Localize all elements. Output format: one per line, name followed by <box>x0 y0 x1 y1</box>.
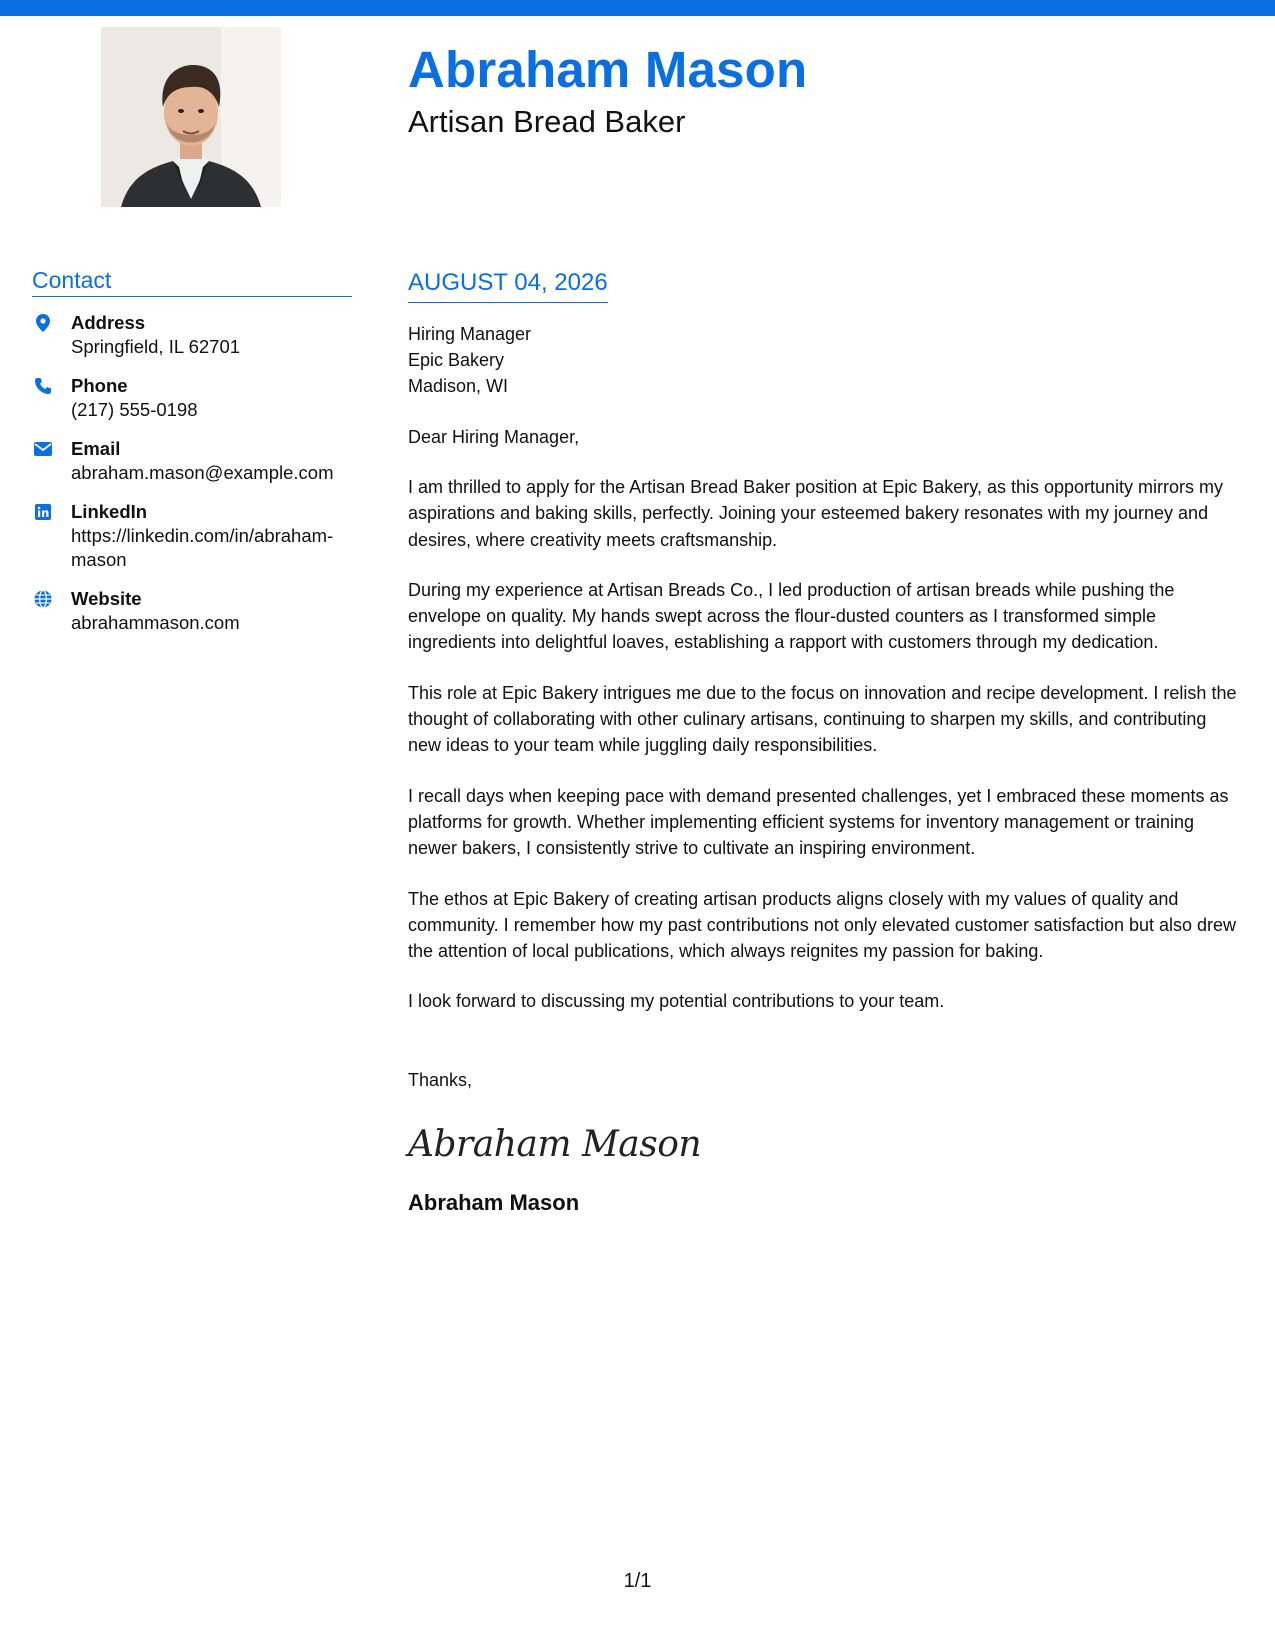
website-value[interactable]: abrahammason.com <box>71 612 240 633</box>
contact-item-website <box>32 587 352 635</box>
email-value[interactable]: abraham.mason@example.com <box>71 462 334 483</box>
salutation: Dear Hiring Manager, <box>408 427 580 447</box>
globe-icon <box>34 590 52 608</box>
contact-item-linkedin <box>32 500 352 572</box>
contact-label: Website <box>71 588 142 609</box>
contact-item-address <box>32 311 352 359</box>
candidate-name: Abraham Mason <box>408 41 808 98</box>
contact-item-phone <box>32 374 352 422</box>
phone-icon <box>34 377 52 395</box>
letter-date: AUGUST 04, 2026 <box>408 268 608 303</box>
body-paragraph: I am thrilled to apply for the Artisan Bread Baker position at Epic Bakery, as this opportunity mirrors my aspirations and baking skills, perfectly. Joining your esteemed bakery resonates with my journey and desires, where creativity meets craftsmanship. <box>408 477 1224 550</box>
map-pin-icon <box>34 314 52 332</box>
envelope-icon <box>34 440 52 458</box>
signed-name: Abraham Mason <box>408 1189 580 1215</box>
contact-heading: Contact <box>32 266 352 297</box>
contact-item-email <box>32 437 352 485</box>
body-paragraph: I look forward to discussing my potential contributions to your team. <box>408 991 945 1012</box>
profile-photo <box>101 27 281 207</box>
contact-sidebar <box>32 266 352 650</box>
body-paragraph: During my experience at Artisan Breads Co., I led production of artisan breads while pushing the envelope on quality. My hands swept across the flour-dusted counters as I transformed simple ingredients into delightful loaves, establishing a rapport with customers through my dedication. <box>408 579 1175 653</box>
contact-label: Address <box>71 312 146 333</box>
address-value: Springfield, IL 62701 <box>71 336 241 357</box>
contact-label: Email <box>71 438 121 459</box>
linkedin-icon <box>34 503 52 521</box>
recipient-block <box>408 321 1244 399</box>
closing: Thanks, <box>408 1069 473 1090</box>
top-accent-bar <box>0 0 1275 16</box>
body-paragraph: The ethos at Epic Bakery of creating artisan products aligns closely with my values of quality and community. I remember how my past contributions not only elevated customer satisfaction but also drew the attention of local publications, which always reignites my passion for baking. <box>408 888 1237 962</box>
job-title: Artisan Bread Baker <box>408 104 686 139</box>
linkedin-value[interactable]: https://linkedin.com/in/abraham-mason <box>71 525 334 570</box>
portrait-illustration <box>101 27 281 207</box>
body-paragraph: I recall days when keeping pace with demand presented challenges, yet I embraced these moments as platforms for growth. Whether implementing efficient systems for inventory management or training newer bakers, I consistently strive to cultivate an inspiring environment. <box>408 785 1229 859</box>
phone-value: (217) 555-0198 <box>71 399 198 420</box>
recipient-location: Madison, WI <box>408 376 509 396</box>
contact-label: LinkedIn <box>71 501 148 522</box>
letter-body <box>408 268 1244 1217</box>
recipient-company: Epic Bakery <box>408 350 505 370</box>
page-number: 1/1 <box>623 1570 652 1592</box>
body-paragraph: This role at Epic Bakery intrigues me due to the focus on innovation and recipe development. I relish the thought of collaborating with other culinary artisans, continuing to sharpen my skills, and contributing new ideas to your team while juggling daily responsibilities. <box>408 682 1237 756</box>
recipient-title: Hiring Manager <box>408 324 532 344</box>
contact-list <box>32 311 352 635</box>
handwritten-signature: Abraham Mason <box>408 1123 702 1165</box>
contact-label: Phone <box>71 375 128 396</box>
